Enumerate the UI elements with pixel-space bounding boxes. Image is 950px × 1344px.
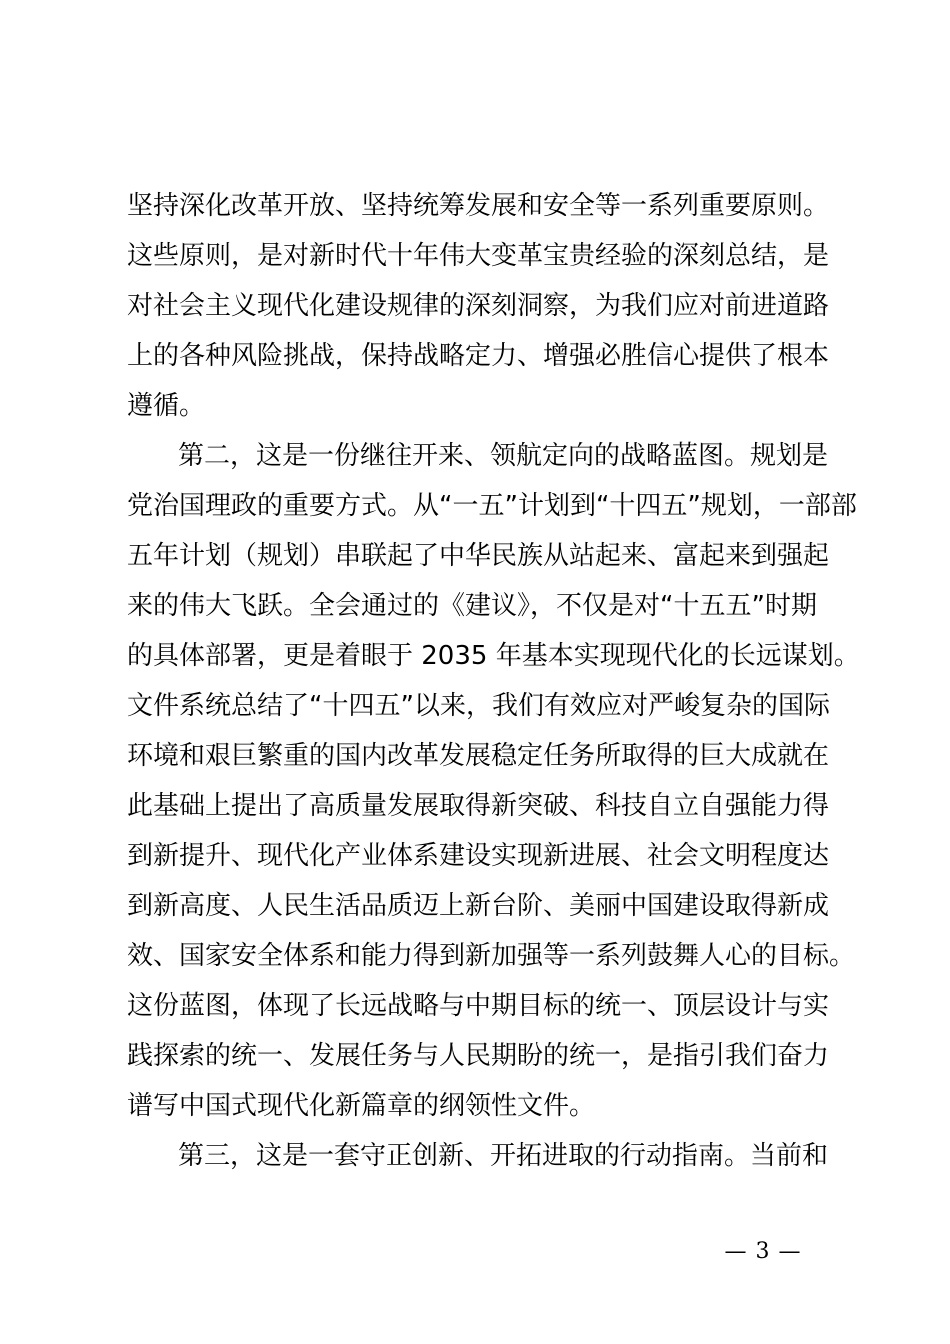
text-line: 党治国理政的重要方式。从“一五”计划到“十四五”规划，一部部 [127, 491, 857, 521]
text-line: 对社会主义现代化建设规律的深刻洞察，为我们应对前进道路 [127, 291, 830, 321]
text-line: 践探索的统一、发展任务与人民期盼的统一，是指引我们奋力 [127, 1041, 830, 1071]
text-line: 坚持深化改革开放、坚持统筹发展和安全等一系列重要原则。 [127, 191, 830, 221]
text-line: 五年计划（规划）串联起了中华民族从站起来、富起来到强起 [127, 541, 830, 571]
text-line: 效、国家安全体系和能力得到新加强等一系列鼓舞人心的目标。 [127, 941, 856, 971]
text-line: 此基础上提出了高质量发展取得新突破、科技自立自强能力得 [127, 791, 830, 821]
paragraph-first-line: 第三，这是一套守正创新、开拓进取的行动指南。当前和 [178, 1141, 829, 1171]
text-line: 这些原则，是对新时代十年伟大变革宝贵经验的深刻总结，是 [127, 241, 830, 271]
text-line: 谱写中国式现代化新篇章的纲领性文件。 [127, 1091, 596, 1121]
text-line: 的具体部署，更是着眼于 2035 年基本实现现代化的长远谋划。 [127, 641, 860, 671]
text-line: 环境和艰巨繁重的国内改革发展稳定任务所取得的巨大成就在 [127, 741, 830, 771]
text-line: 文件系统总结了“十四五”以来，我们有效应对严峻复杂的国际 [127, 691, 830, 721]
text-line: 上的各种风险挑战，保持战略定力、增强必胜信心提供了根本 [127, 341, 830, 371]
text-line: 这份蓝图，体现了长远战略与中期目标的统一、顶层设计与实 [127, 991, 830, 1021]
paragraph-first-line: 第二，这是一份继往开来、领航定向的战略蓝图。规划是 [178, 441, 829, 471]
text-line: 到新高度、人民生活品质迈上新台阶、美丽中国建设取得新成 [127, 891, 830, 921]
text-line: 遵循。 [127, 391, 206, 421]
page-number: — 3 — [724, 1239, 802, 1264]
text-line: 来的伟大飞跃。全会通过的《建议》，不仅是对“十五五”时期 [127, 591, 817, 621]
text-line: 到新提升、现代化产业体系建设实现新进展、社会文明程度达 [127, 841, 830, 871]
